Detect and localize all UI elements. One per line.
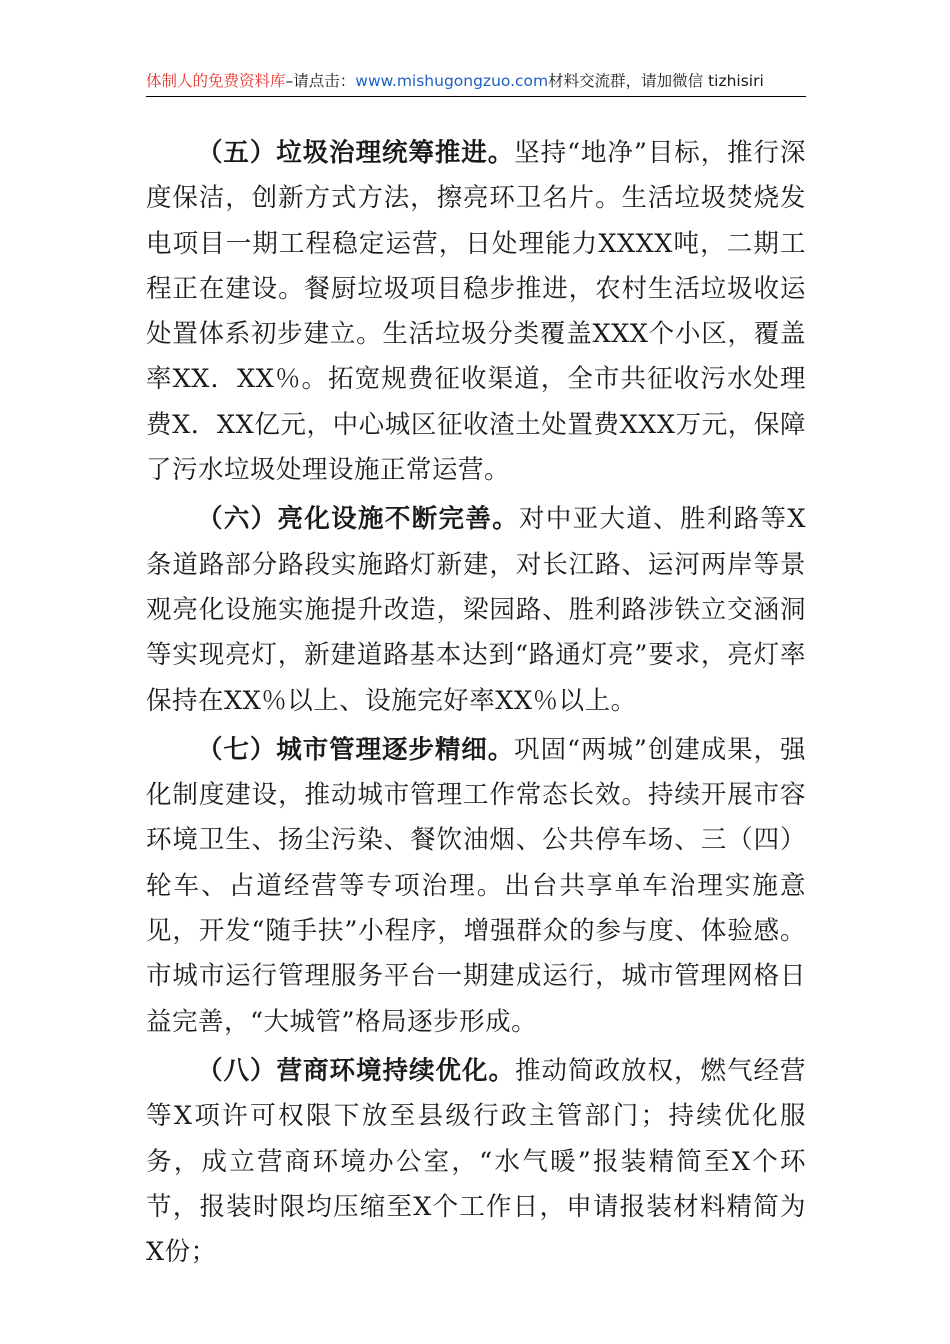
page-header [146, 66, 806, 97]
paragraph-text: 对中亚大道、胜利路等X条道路部分路段实施路灯新建，对长江路、运河两岸等景观亮化设施实施提升改造，梁园路、胜利路涉铁立交涵洞等实现亮灯，新建道路基本达到“路通灯亮”要求，亮灯率保持在XX％以上、设施完好率XX％以上。 [146, 504, 806, 716]
header-brand: 体制人的免费资料库 [146, 72, 286, 90]
paragraph-heading: （六）亮化设施不断完善。 [197, 504, 519, 535]
document-body [146, 131, 806, 1275]
header-note: 材料交流群，请加微信 tizhisiri [548, 72, 764, 90]
header-url-link[interactable]: www.mishugongzuo.com [355, 72, 549, 90]
paragraph-text: 坚持“地净”目标，推行深度保洁，创新方式方法，擦亮环卫名片。生活垃圾焚烧发电项目一期工程稳定运营，日处理能力XXXX吨，二期工程正在建设。餐厨垃圾项目稳步推进，农村生活垃圾收运处置体系初步建立。生活垃圾分类覆盖XXX个小区，覆盖率XX．XX％。拓宽规费征收渠道，全市共征收污水处理费X．XX亿元，中心城区征收渣土处置费XXX万元，保障了污水垃圾处理设施正常运营。 [146, 138, 806, 486]
paragraph-text: 推动简政放权，燃气经营等X项许可权限下放至县级行政主管部门；持续优化服务，成立营商环境办公室，“水气暖”报装精简至X个环节，报装时限均压缩至X个工作日，申请报装材料精简为X份； [146, 1055, 806, 1268]
paragraph-garbage-governance [146, 131, 806, 493]
paragraph-heading: （七）城市管理逐步精细。 [197, 734, 515, 765]
paragraph-text: 巩固“两城”创建成果，强化制度建设，推动城市管理工作常态长效。持续开展市容环境卫生、扬尘污染、餐饮油烟、公共停车场、三（四）轮车、占道经营等专项治理。出台共享单车治理实施意见，开发“随手扶”小程序，增强群众的参与度、体验感。市城市运行管理服务平台一期建成运行，城市管理网格日益完善，“大城管”格局逐步形成。 [146, 734, 806, 1037]
paragraph-city-management [146, 728, 806, 1045]
header-prompt: –请点击： [285, 72, 356, 90]
paragraph-lighting-facilities [146, 497, 806, 723]
paragraph-heading: （五）垃圾治理统筹推进。 [197, 138, 515, 168]
paragraph-heading: （八）营商环境持续优化。 [197, 1055, 515, 1086]
paragraph-business-environment [146, 1049, 806, 1275]
